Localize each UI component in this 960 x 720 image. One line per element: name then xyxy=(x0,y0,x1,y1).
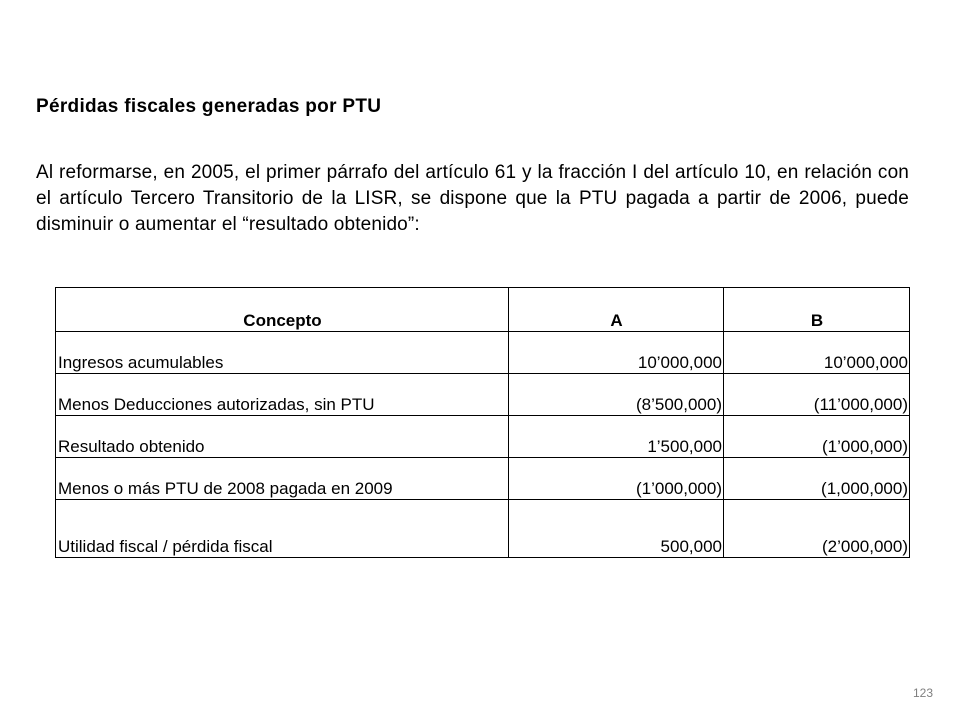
page-number: 123 xyxy=(913,686,934,700)
row-value-a: (1’000,000) xyxy=(509,458,724,500)
column-header-b: B xyxy=(724,288,910,332)
table-row xyxy=(56,416,910,458)
row-value-a: 10’000,000 xyxy=(509,332,724,374)
row-value-b: 10’000,000 xyxy=(724,332,910,374)
column-header-concepto: Concepto xyxy=(56,288,509,332)
table-row xyxy=(56,458,910,500)
column-header-a: A xyxy=(509,288,724,332)
row-concept: Utilidad fiscal / pérdida fiscal xyxy=(56,500,509,558)
row-value-a: 1’500,000 xyxy=(509,416,724,458)
row-value-b: (1,000,000) xyxy=(724,458,910,500)
fiscal-table xyxy=(55,287,910,558)
row-concept: Ingresos acumulables xyxy=(56,332,509,374)
row-concept: Menos Deducciones autorizadas, sin PTU xyxy=(56,374,509,416)
table-row xyxy=(56,332,910,374)
table-row xyxy=(56,374,910,416)
row-value-a: 500,000 xyxy=(509,500,724,558)
table-row xyxy=(56,500,910,558)
row-value-b: (11’000,000) xyxy=(724,374,910,416)
section-title: Pérdidas fiscales generadas por PTU xyxy=(36,96,382,117)
body-paragraph: Al reformarse, en 2005, el primer párrafo del artículo 61 y la fracción I del artículo 10, en relación con el artículo Tercero Transitorio de la LISR, se dispone que la PTU pagada a partir de 2006, puede disminuir o aumentar el “resultado obtenido”: xyxy=(36,162,909,235)
row-value-a: (8’500,000) xyxy=(509,374,724,416)
row-value-b: (1’000,000) xyxy=(724,416,910,458)
row-value-b: (2’000,000) xyxy=(724,500,910,558)
row-concept: Menos o más PTU de 2008 pagada en 2009 xyxy=(56,458,509,500)
row-concept: Resultado obtenido xyxy=(56,416,509,458)
table-header-row xyxy=(56,288,910,332)
